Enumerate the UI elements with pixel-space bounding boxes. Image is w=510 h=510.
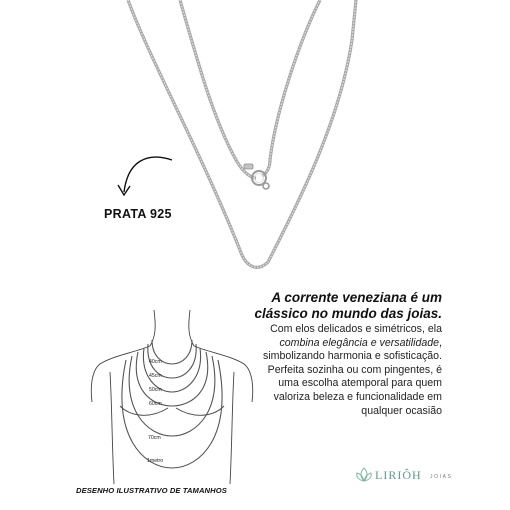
body-text-emphasis: combina elegância e versatilidade <box>279 336 440 349</box>
brand-name: LIRIÔH <box>375 468 422 482</box>
body-text-part-2: , simbolizando harmonia e sofisticação. Perfeita sozinha ou com pingentes, é uma escolha atemporal para quem valoriza beleza e funcionalidade em qualquer ocasião <box>262 336 442 417</box>
clasp <box>244 164 269 189</box>
body-text-part-1: Com elos delicados e simétricos, ela <box>270 323 442 335</box>
size-label: 45cm <box>149 373 162 379</box>
brand-suffix: JOIAS <box>430 474 453 480</box>
size-illustration <box>86 306 266 484</box>
material-label: PRATA 925 <box>104 207 172 221</box>
description-body <box>248 323 442 418</box>
size-label: 70cm <box>148 435 161 441</box>
brand-logo <box>356 464 466 486</box>
size-label: 40cm <box>149 359 162 365</box>
description-headline: A corrente veneziana é um clássico no mundo das joias. <box>254 290 442 321</box>
size-label: 50cm <box>149 387 162 393</box>
lotus-icon <box>357 468 371 481</box>
size-label: 60cm <box>149 401 162 407</box>
pointer-arrow <box>124 157 172 192</box>
size-illustration-caption: DESENHO ILUSTRATIVO DE TAMANHOS <box>76 486 227 495</box>
size-label: 1metro <box>147 458 164 464</box>
